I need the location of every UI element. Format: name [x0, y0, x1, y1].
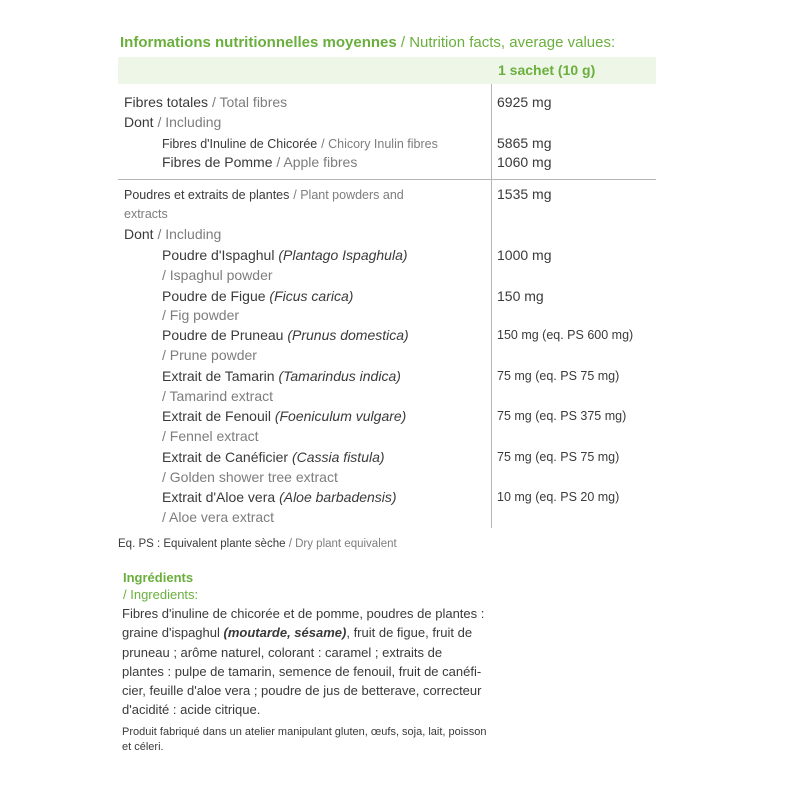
ingredients-title-en: / Ingredients: — [123, 587, 199, 602]
ingredients-line: plantes : pulpe de tamarin, semence de fenouil, fruit de canéfi- — [122, 663, 482, 679]
row-label-en: / Including — [157, 114, 222, 130]
row-value: 75 mg (eq. PS 75 mg) — [497, 369, 620, 383]
row-label-fr: Fibres totales — [124, 94, 209, 110]
row-label-fr: Dont — [124, 226, 154, 242]
row-label-en: / Chicory Inulin fibres — [321, 137, 438, 151]
row-label-fr: Poudre de Pruneau — [162, 327, 284, 343]
footnote-en: / Dry plant equivalent — [288, 538, 397, 550]
row-value: 6925 mg — [497, 94, 552, 110]
row-value: 1535 mg — [497, 186, 552, 202]
row-value: 150 mg (eq. PS 600 mg) — [497, 328, 634, 342]
row-label-en: / Ispaghul powder — [162, 267, 273, 283]
row-label-fr: Poudres et extraits de plantes — [124, 188, 290, 202]
row-value: 1000 mg — [497, 247, 552, 263]
row-value: 10 mg (eq. PS 20 mg) — [497, 490, 620, 504]
row-label-fr: Extrait de Canéficier — [162, 449, 289, 465]
ingredients-fragment: graine d'ispaghul — [122, 625, 220, 641]
row-label-en: / Total fibres — [211, 94, 288, 110]
row-label-en: / Plant powders and — [293, 188, 404, 202]
ingredients-text — [122, 604, 547, 720]
row-label-fr: Extrait de Tamarin — [162, 368, 275, 384]
row-label-en: / Apple fibres — [276, 154, 358, 170]
table-row — [162, 325, 409, 345]
row-label-latin: (Aloe barbadensis) — [279, 489, 397, 505]
row-label-fr: Poudre de Figue — [162, 288, 266, 304]
title-fr: Informations nutritionnelles moyennes — [120, 34, 397, 51]
row-label-fr: Fibres d'Inuline de Chicorée — [162, 137, 318, 151]
table-row — [162, 133, 438, 154]
allergen-note-line: et céleri. — [122, 741, 164, 753]
row-label-en: / Tamarind extract — [162, 388, 274, 404]
ingredients-line: Fibres d'inuline de chicorée et de pomme, poudres de plantes : — [122, 606, 485, 621]
row-label-fr: Poudre d'Ispaghul — [162, 247, 275, 263]
row-label-latin: (Plantago Ispaghula) — [278, 247, 408, 263]
allergen-note-line: Produit fabriqué dans un atelier manipulant gluten, œufs, soja, lait, poisson — [122, 726, 487, 738]
column-header-serving: 1 sachet (10 g) — [498, 62, 596, 78]
allergen-note — [122, 725, 542, 755]
row-label-en: / Fig powder — [162, 307, 240, 323]
row-label-fr: Dont — [124, 114, 154, 130]
row-value: 75 mg (eq. PS 75 mg) — [497, 450, 620, 464]
row-label-en: / Fennel extract — [162, 428, 259, 444]
row-label-en-cont: extracts — [124, 207, 168, 221]
table-row — [162, 366, 401, 386]
row-label-latin: (Cassia fistula) — [291, 449, 385, 465]
table-row — [162, 406, 406, 426]
ingredients-line — [122, 623, 547, 642]
ingredients-line: d'acidité : acide citrique. — [122, 702, 261, 718]
row-label-latin: (Tamarindus indica) — [278, 368, 401, 384]
table-row — [124, 224, 221, 244]
table-row — [124, 92, 287, 112]
footnote — [118, 538, 397, 550]
table-row — [162, 487, 397, 507]
table-row — [162, 245, 408, 265]
table-row — [162, 152, 357, 172]
section-divider — [118, 179, 656, 180]
row-label-fr: Extrait de Fenouil — [162, 408, 271, 424]
ingredients-heading — [123, 569, 198, 603]
column-divider — [491, 84, 492, 528]
row-label-en: / Prune powder — [162, 347, 257, 363]
row-label-latin: (Ficus carica) — [269, 288, 354, 304]
ingredients-line: pruneau ; arôme naturel, colorant : caramel ; extraits de — [122, 644, 443, 660]
ingredients-fragment: , fruit de figue, fruit de — [346, 625, 473, 641]
row-value: 5865 mg — [497, 135, 552, 151]
title-en: / Nutrition facts, average values: — [400, 34, 616, 51]
table-row — [162, 286, 353, 306]
ingredients-line: cier, feuille d'aloe vera ; poudre de jus de betterave, correcteur — [122, 683, 482, 699]
ingredients-title-fr: Ingrédients — [123, 570, 194, 585]
row-label-fr: Fibres de Pomme — [162, 154, 273, 170]
row-label-latin: (Foeniculum vulgare) — [274, 408, 407, 424]
row-value: 150 mg — [497, 288, 544, 304]
row-value: 1060 mg — [497, 154, 552, 170]
row-label-fr: Extrait d'Aloe vera — [162, 489, 276, 505]
table-row — [124, 184, 404, 205]
table-header — [118, 57, 656, 84]
row-label-en: / Aloe vera extract — [162, 509, 275, 525]
nutrition-title — [120, 34, 615, 52]
row-label-latin: (Prunus domestica) — [287, 327, 409, 343]
row-label-en: / Golden shower tree extract — [162, 469, 338, 485]
row-label-en: / Including — [157, 226, 222, 242]
table-row — [124, 112, 221, 132]
row-value: 75 mg (eq. PS 375 mg) — [497, 409, 627, 423]
table-row — [162, 447, 385, 467]
allergen-highlight: (moutarde, sésame) — [223, 625, 347, 641]
footnote-fr: Eq. PS : Equivalent plante sèche — [118, 538, 286, 550]
